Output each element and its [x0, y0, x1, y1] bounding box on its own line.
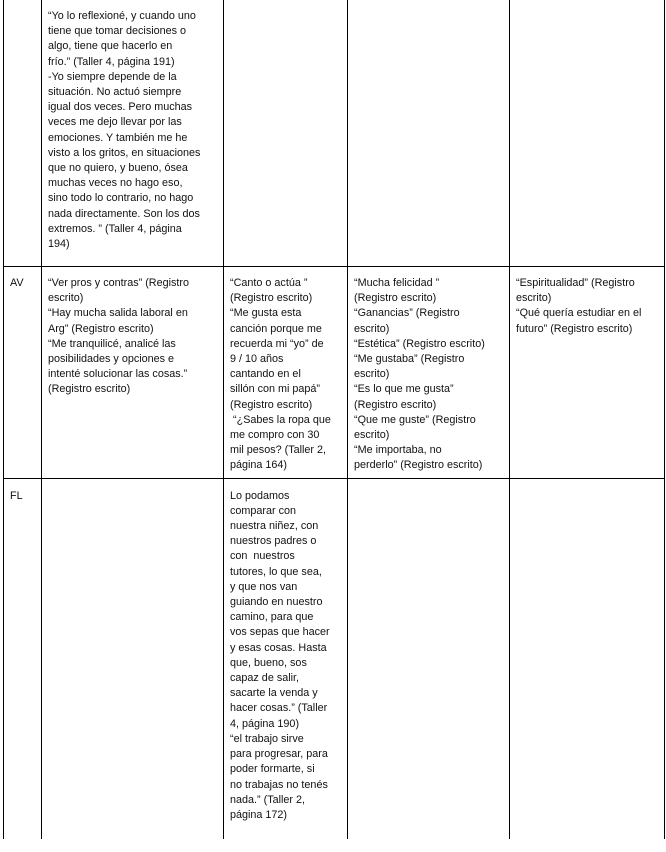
cell-text-line: “Me importaba, no: [354, 444, 442, 457]
cell-text-line: para progresar, para: [230, 748, 328, 761]
cell-text-line: recuerda mi “yo” de: [230, 337, 324, 350]
table-row: [4, 267, 665, 479]
cell-text-line: (Registro escrito): [230, 292, 313, 305]
cell-text-line: 194): [48, 238, 70, 251]
cell-text-line: algo, tiene que hacerlo en: [48, 40, 173, 53]
cell-text-line: “Estética” (Registro escrito): [354, 337, 485, 350]
cell-text-line: “Canto o actúa ”: [230, 277, 308, 289]
cell-text-line: -Yo siempre depende de la: [48, 70, 177, 83]
table-cell: [510, 0, 665, 267]
cell-text-line: intenté solucionar las cosas.”: [48, 368, 188, 381]
cell-text-line: “¿Sabes la ropa que: [230, 413, 331, 426]
table-cell: [510, 267, 665, 479]
cell-text-line: “Me gusta esta: [230, 307, 302, 320]
cell-text-line: extremos. ” (Taller 4, página: [48, 222, 182, 235]
cell-text-line: (Registro escrito): [48, 383, 131, 396]
cell-text-line: hacer cosas.” (Taller: [230, 702, 328, 715]
cell-text-line: tutores, lo que sea,: [230, 565, 322, 578]
cell-text-line: “el trabajo sirve: [230, 732, 304, 745]
cell-text-line: igual dos veces. Pero muchas: [48, 101, 193, 114]
cell-text-line: cantando en el: [230, 368, 301, 381]
table-row: [4, 0, 665, 267]
cell-text-line: poder formarte, si: [230, 763, 315, 776]
cell-text-line: (Registro escrito): [230, 398, 313, 411]
cell-text-line: Arg” (Registro escrito): [48, 322, 154, 335]
row-label: FL: [4, 478, 42, 839]
cell-text-line: posibilidades y opciones e: [48, 353, 175, 366]
cell-text-line: “Espiritualidad” (Registro: [516, 277, 635, 289]
table-cell: [224, 0, 348, 267]
cell-text-line: me compro con 30: [230, 429, 320, 442]
cell-text-line: capaz de salir,: [230, 672, 300, 685]
cell-text-line: 4, página 190): [230, 717, 300, 730]
cell-text-line: guiando en nuestro: [230, 596, 323, 609]
cell-text-line: mil pesos? (Taller 2,: [230, 444, 327, 457]
cell-text-line: nada.” (Taller 2,: [230, 793, 306, 806]
cell-text-line: 9 / 10 años: [230, 353, 284, 366]
cell-text-line: escrito): [48, 292, 84, 305]
cell-text-line: no trabajas no tenés: [230, 778, 328, 791]
cell-text-line: vos sepas que hacer: [230, 626, 330, 639]
cell-text-line: “Yo lo reflexioné, y cuando uno: [48, 10, 196, 22]
cell-text-line: que, bueno, sos: [230, 656, 307, 669]
cell-text-line: sino todo lo contrario, no hago: [48, 192, 194, 205]
cell-text-line: “Ganancias” (Registro: [354, 307, 460, 320]
cell-text-line: “Hay mucha salida laboral en: [48, 307, 188, 320]
cell-text-line: muchas veces no hago eso,: [48, 177, 183, 190]
cell-text-line: “Es lo que me gusta”: [354, 383, 454, 396]
cell-text-line: “Ver pros y contras” (Registro: [48, 277, 190, 289]
table-cell: [510, 478, 665, 839]
cell-text-line: Lo podamos: [230, 489, 290, 502]
table-cell: [42, 478, 224, 839]
cell-text-line: camino, para que: [230, 611, 314, 624]
cell-text-line: tiene que tomar decisiones o: [48, 25, 187, 38]
cell-text-line: “Que me guste” (Registro: [354, 413, 476, 426]
table-row: [4, 478, 665, 839]
cell-text-line: página 164): [230, 459, 288, 472]
cell-text-line: “Me tranquilicé, analicé las: [48, 337, 176, 350]
cell-text-line: sacarte la venda y: [230, 687, 318, 700]
cell-text-line: nuestros padres o: [230, 535, 317, 548]
row-label: AV: [4, 267, 42, 479]
cell-text-line: perderlo” (Registro escrito): [354, 459, 483, 472]
cell-text-line: con nuestros: [230, 550, 295, 563]
cell-text-line: “Mucha felicidad ”: [354, 277, 440, 289]
cell-text-line: página 172): [230, 808, 288, 821]
table-body: [4, 0, 665, 839]
cell-text-line: nada directamente. Son los dos: [48, 207, 200, 220]
cell-text-line: sillón con mi papá”: [230, 383, 321, 396]
cell-text-line: (Registro escrito): [354, 292, 437, 305]
cell-text-line: escrito): [516, 292, 552, 305]
cell-text-line: emociones. Y también me he: [48, 131, 188, 144]
cell-text-line: escrito): [354, 368, 390, 381]
table-cell: [42, 267, 224, 479]
cell-text-line: frío.” (Taller 4, página 191): [48, 55, 175, 68]
cell-text-line: “Me gustaba” (Registro: [354, 353, 465, 366]
table-cell: [224, 478, 348, 839]
cell-text-line: y esas cosas. Hasta: [230, 641, 327, 654]
row-label: [4, 0, 42, 267]
cell-text-line: que no quiero, y bueno, ósea: [48, 162, 188, 175]
cell-text-line: nuestra niñez, con: [230, 520, 319, 533]
cell-text-line: veces me dejo llevar por las: [48, 116, 182, 129]
cell-text-line: escrito): [354, 429, 390, 442]
cell-text-line: visto a los gritos, en situaciones: [48, 146, 201, 159]
table-cell: [224, 267, 348, 479]
cell-text-line: “Qué quería estudiar en el: [516, 307, 642, 320]
cell-text-line: y que nos van: [230, 580, 298, 593]
table-cell: [348, 267, 510, 479]
cell-text-line: canción porque me: [230, 322, 322, 335]
quotes-table: [3, 0, 665, 839]
table-cell: [348, 0, 510, 267]
cell-text-line: escrito): [354, 322, 390, 335]
cell-text-line: situación. No actuó siempre: [48, 86, 182, 99]
table-cell: [348, 478, 510, 839]
cell-text-line: (Registro escrito): [354, 398, 437, 411]
table-cell: [42, 0, 224, 267]
cell-text-line: comparar con: [230, 504, 297, 517]
cell-text-line: futuro” (Registro escrito): [516, 322, 633, 335]
